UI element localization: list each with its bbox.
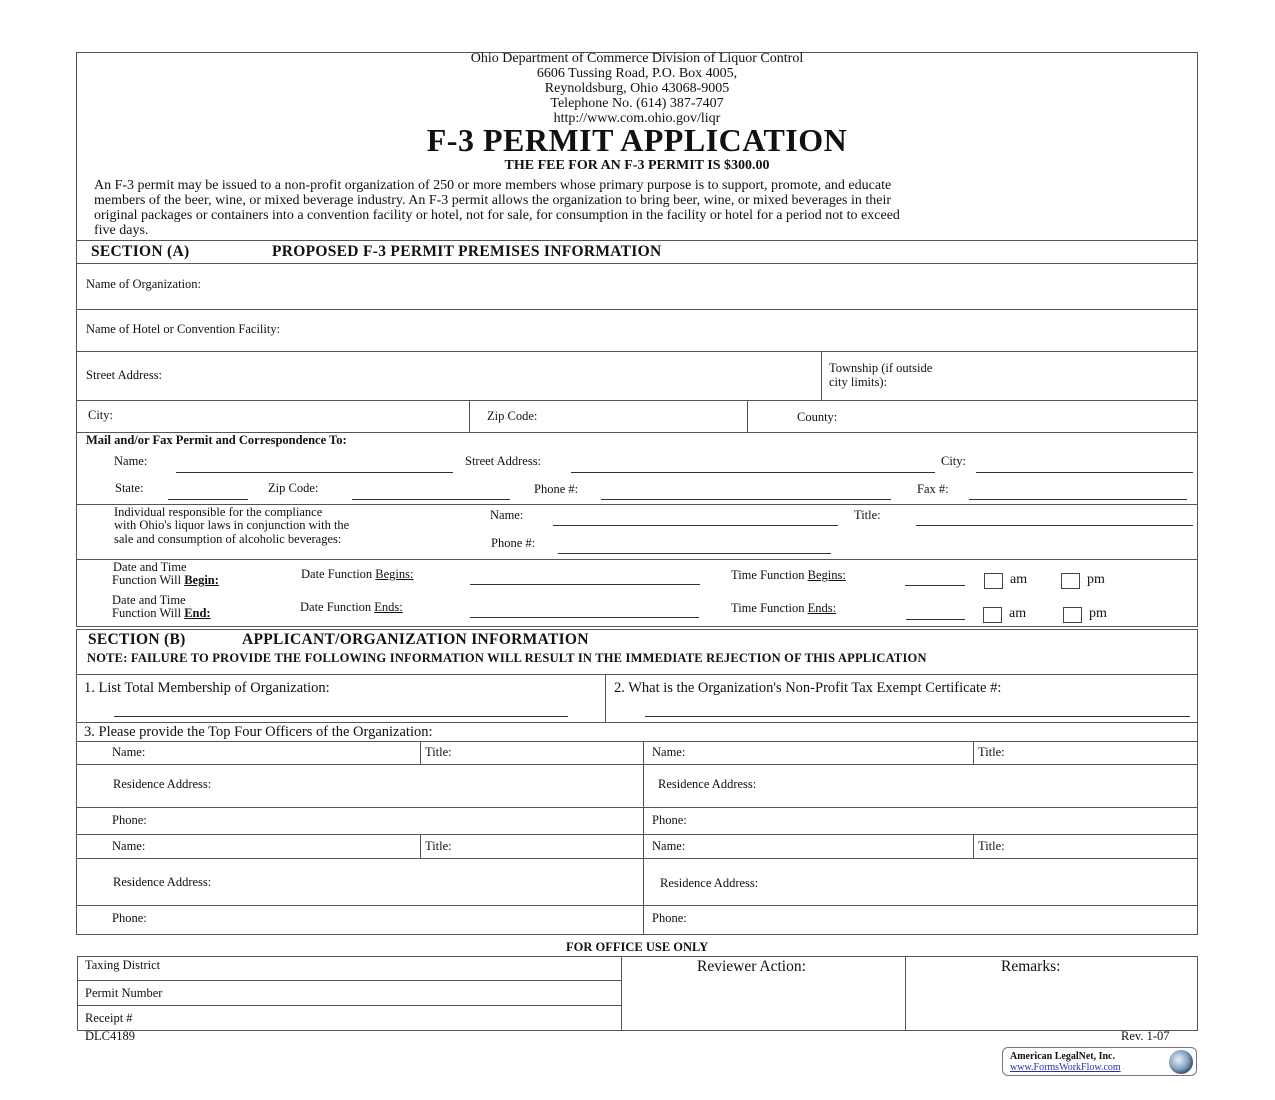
divider — [420, 741, 421, 764]
zip-code-label: Zip Code: — [487, 409, 538, 423]
agency-address-1: 6606 Tussing Road, P.O. Box 4005, — [536, 66, 738, 81]
officer-2-phone-label: Phone: — [652, 813, 687, 827]
globe-icon — [1169, 1050, 1193, 1074]
responsible-name-label: Name: — [490, 508, 524, 522]
township-field[interactable] — [970, 354, 1192, 398]
officer-2-phone-field[interactable] — [700, 810, 1193, 831]
vendor-logo — [1002, 1047, 1197, 1076]
divider — [76, 263, 1198, 264]
agency-telephone: Telephone No. (614) 387-7407 — [550, 96, 724, 111]
officer-4-phone-field[interactable] — [700, 908, 1193, 932]
officer-4-name-field[interactable] — [700, 837, 968, 856]
mail-phone-label: Phone #: — [534, 482, 579, 496]
end-pm-label: pm — [1089, 606, 1107, 621]
agency-address-2: Reynoldsburg, Ohio 43068-9005 — [544, 81, 730, 96]
divider — [76, 764, 1198, 765]
section-b-label: SECTION (B) — [88, 631, 186, 648]
divider — [605, 674, 606, 722]
end-desc-1: Date and Time — [112, 593, 186, 607]
responsible-name-field[interactable] — [553, 525, 838, 526]
divider — [76, 309, 1198, 310]
mail-city-field[interactable] — [976, 472, 1193, 473]
divider — [973, 741, 974, 764]
end-am-checkbox[interactable] — [983, 607, 1002, 623]
divider — [76, 240, 1198, 241]
officer-2-residence-label: Residence Address: — [658, 777, 757, 791]
township-label-2: city limits): — [829, 375, 887, 389]
officer-1-name-field[interactable] — [160, 743, 415, 762]
section-a-label: SECTION (A) — [91, 243, 190, 260]
intro-line-2: members of the beer, wine, or mixed beverage industry. An F-3 permit allows the organization to bring beer, wine, or mixed beverages in their — [94, 193, 892, 208]
officer-3-residence-field[interactable] — [250, 861, 638, 903]
responsible-title-field[interactable] — [916, 525, 1193, 526]
county-field[interactable] — [855, 403, 1190, 429]
end-am-label: am — [1009, 606, 1027, 621]
org-name-label: Name of Organization: — [86, 277, 202, 291]
divider — [76, 674, 1198, 675]
remarks-label: Remarks: — [1001, 958, 1061, 975]
end-pm-checkbox[interactable] — [1063, 607, 1082, 623]
intro-line-1: An F-3 permit may be issued to a non-profit organization of 250 or more members whose primary purpose is to support, promote, and educate — [94, 178, 892, 193]
officer-1-name-label: Name: — [112, 745, 146, 759]
divider — [76, 905, 1198, 906]
officer-3-title-field[interactable] — [465, 837, 639, 856]
officer-4-residence-field[interactable] — [797, 861, 1193, 903]
divider — [821, 351, 822, 400]
mail-zip-field[interactable] — [352, 499, 510, 500]
officer-1-residence-label: Residence Address: — [113, 777, 212, 791]
officer-4-phone-label: Phone: — [652, 911, 687, 925]
date-begins-label: Date Function Begins: — [301, 567, 414, 581]
logo-url-link[interactable]: www.FormsWorkFlow.com — [1010, 1062, 1121, 1073]
date-begins-field[interactable] — [470, 584, 700, 585]
mail-state-field[interactable] — [168, 499, 248, 500]
hotel-name-label: Name of Hotel or Convention Facility: — [86, 322, 281, 336]
mail-city-label: City: — [941, 454, 967, 468]
date-ends-field[interactable] — [470, 617, 699, 618]
street-address-label: Street Address: — [86, 368, 163, 382]
responsible-phone-label: Phone #: — [491, 536, 536, 550]
begin-pm-label: pm — [1087, 572, 1105, 587]
divider — [77, 980, 621, 981]
divider — [469, 400, 470, 432]
rejection-note: NOTE: FAILURE TO PROVIDE THE FOLLOWING INFORMATION WILL RESULT IN THE IMMEDIATE REJECTION OF THIS APPLICATION — [87, 651, 927, 665]
township-label-1: Township (if outside — [829, 361, 933, 375]
mail-phone-field[interactable] — [601, 499, 891, 500]
officer-4-name-label: Name: — [652, 839, 686, 853]
divider — [747, 400, 748, 432]
county-label: County: — [797, 410, 838, 424]
officer-3-title-label: Title: — [425, 839, 452, 853]
q2-tax-exempt-label: 2. What is the Organization's Non-Profit Tax Exempt Certificate #: — [614, 680, 1002, 696]
divider — [420, 834, 421, 858]
divider — [77, 1005, 621, 1006]
divider — [621, 956, 622, 1031]
officer-1-residence-field[interactable] — [250, 767, 638, 805]
membership-field[interactable] — [114, 716, 568, 717]
intro-line-4: five days. — [94, 223, 149, 238]
page-title: F-3 PERMIT APPLICATION — [426, 122, 848, 158]
q1-membership-label: 1. List Total Membership of Organization: — [84, 680, 330, 696]
divider — [76, 722, 1198, 723]
mail-street-field[interactable] — [571, 472, 935, 473]
mail-state-label: State: — [115, 481, 144, 495]
begin-desc-1: Date and Time — [113, 560, 187, 574]
divider — [76, 858, 1198, 859]
agency-name: Ohio Department of Commerce Division of Liquor Control — [470, 51, 804, 66]
officer-3-name-field[interactable] — [160, 837, 415, 856]
intro-line-3: original packages or containers into a convention facility or hotel, not for sale, for consumption in the facility or hotel for a period not to exceed — [94, 208, 900, 223]
officer-3-name-label: Name: — [112, 839, 146, 853]
mail-zip-label: Zip Code: — [268, 481, 319, 495]
time-begins-label: Time Function Begins: — [731, 568, 846, 582]
responsible-desc-2: with Ohio's liquor laws in conjunction with the — [114, 518, 350, 532]
officer-2-title-field[interactable] — [1018, 743, 1194, 762]
logo-company-name: American LegalNet, Inc. — [1010, 1051, 1115, 1062]
officer-2-title-label: Title: — [978, 745, 1005, 759]
officer-2-name-field[interactable] — [700, 743, 968, 762]
mail-name-label: Name: — [114, 454, 148, 468]
divider — [905, 956, 906, 1031]
permit-number-label: Permit Number — [85, 986, 163, 1000]
officer-2-residence-field[interactable] — [795, 767, 1193, 805]
agency-website: http://www.com.ohio.gov/liqr — [553, 111, 721, 126]
divider — [76, 351, 1198, 352]
officer-4-residence-label: Residence Address: — [660, 876, 759, 890]
hotel-name-field[interactable] — [350, 312, 1190, 348]
end-desc-2: Function Will End: — [112, 606, 211, 620]
begin-pm-checkbox[interactable] — [1061, 573, 1080, 589]
mail-street-label: Street Address: — [465, 454, 542, 468]
tax-exempt-field[interactable] — [645, 716, 1190, 717]
officer-3-phone-label: Phone: — [112, 911, 147, 925]
officer-2-name-label: Name: — [652, 745, 686, 759]
date-ends-label: Date Function Ends: — [300, 600, 403, 614]
officer-1-title-field[interactable] — [465, 743, 639, 762]
mail-name-field[interactable] — [176, 472, 453, 473]
responsible-title-label: Title: — [854, 508, 881, 522]
receipt-label: Receipt # — [85, 1011, 133, 1025]
fee-notice: THE FEE FOR AN F-3 PERMIT IS $300.00 — [504, 158, 770, 173]
org-name-field[interactable] — [245, 266, 1190, 306]
taxing-district-label: Taxing District — [85, 958, 161, 972]
section-b-title: APPLICANT/ORGANIZATION INFORMATION — [242, 631, 589, 648]
revision: Rev. 1-07 — [1121, 1029, 1170, 1043]
divider — [76, 834, 1198, 835]
reviewer-action-label: Reviewer Action: — [697, 958, 806, 975]
mail-fax-field[interactable] — [969, 499, 1187, 500]
officer-3-phone-field[interactable] — [160, 908, 638, 932]
time-ends-field[interactable] — [906, 619, 965, 620]
officer-1-phone-label: Phone: — [112, 813, 147, 827]
time-begins-field[interactable] — [905, 585, 965, 586]
officer-4-title-label: Title: — [978, 839, 1005, 853]
begin-am-label: am — [1010, 572, 1028, 587]
office-use-heading: FOR OFFICE USE ONLY — [566, 940, 709, 954]
city-field[interactable] — [125, 403, 465, 429]
officer-3-residence-label: Residence Address: — [113, 875, 212, 889]
section-a-title: PROPOSED F-3 PERMIT PREMISES INFORMATION — [272, 243, 662, 260]
responsible-desc-1: Individual responsible for the compliance — [114, 505, 323, 519]
street-address-field[interactable] — [195, 354, 815, 398]
divider — [973, 834, 974, 858]
officer-1-title-label: Title: — [425, 745, 452, 759]
divider — [76, 400, 1198, 401]
divider — [76, 559, 1198, 560]
divider — [76, 807, 1198, 808]
zip-code-field[interactable] — [560, 403, 745, 429]
city-label: City: — [88, 408, 114, 422]
begin-desc-2: Function Will Begin: — [112, 573, 219, 587]
divider — [76, 741, 1198, 742]
time-ends-label: Time Function Ends: — [731, 601, 837, 615]
mail-fax-label: Fax #: — [917, 482, 949, 496]
mail-heading: Mail and/or Fax Permit and Correspondence To: — [86, 433, 347, 447]
begin-am-checkbox[interactable] — [984, 573, 1003, 589]
form-id: DLC4189 — [85, 1029, 135, 1043]
officer-1-phone-field[interactable] — [160, 810, 638, 831]
q3-officers-label: 3. Please provide the Top Four Officers of the Organization: — [84, 724, 433, 740]
responsible-phone-field[interactable] — [558, 553, 831, 554]
officer-4-title-field[interactable] — [1018, 837, 1194, 856]
responsible-desc-3: sale and consumption of alcoholic beverages: — [114, 532, 342, 546]
